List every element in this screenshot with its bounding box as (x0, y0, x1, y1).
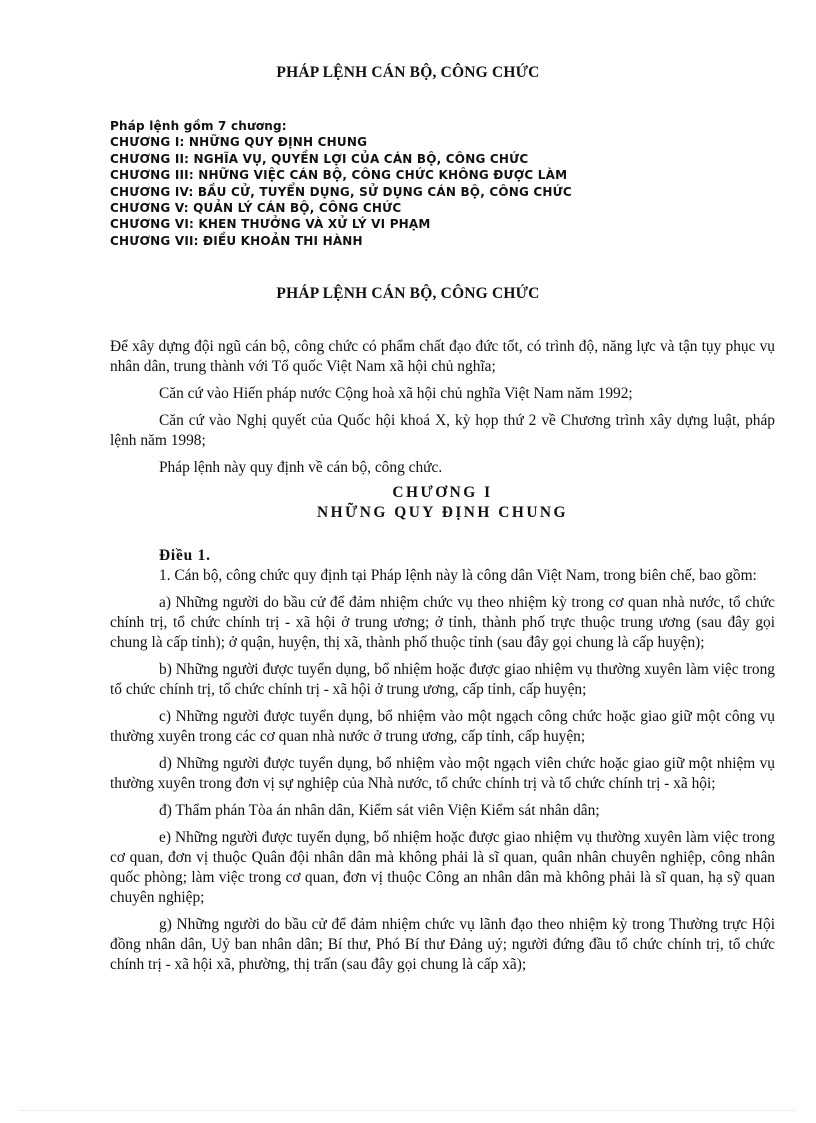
toc-chapter-4: CHƯƠNG IV: BẦU CỬ, TUYỂN DỤNG, SỬ DỤNG CÁN BỘ, CÔNG CHỨC (110, 184, 572, 199)
chapter-heading (110, 483, 775, 523)
document-title: PHÁP LỆNH CÁN BỘ, CÔNG CHỨC (276, 64, 540, 81)
page-bottom-divider (20, 1110, 796, 1111)
toc-chapter-1: CHƯƠNG I: NHỮNG QUY ĐỊNH CHUNG (110, 135, 368, 150)
preamble-paragraph: Để xây dựng đội ngũ cán bộ, công chức có phẩm chất đạo đức tốt, có trình độ, năng lực và tận tụy phục vụ nhân dân, trung thành với Tổ quốc Việt Nam xã hội chủ nghĩa; (110, 338, 775, 375)
toc-chapter-7: CHƯƠNG VII: ĐIỀU KHOẢN THI HÀNH (110, 233, 363, 248)
article-item: a) Những người do bầu cử để đảm nhiệm chức vụ theo nhiệm kỳ trong cơ quan nhà nước, tổ chức chính trị, tổ chức chính trị - xã hội ở trung ương; ở tỉnh, thành phố trực thuộc trung ương (sau đây gọi chung là cấp tỉnh); ở quận, huyện, thị xã, thành phố thuộc tỉnh (sau đây gọi chung là cấp huyện); (110, 594, 775, 651)
article-clause: 1. Cán bộ, công chức quy định tại Pháp lệnh này là công dân Việt Nam, trong biên chế, bao gồm: (159, 567, 757, 584)
article-item: b) Những người được tuyển dụng, bổ nhiệm hoặc được giao nhiệm vụ thường xuyên làm việc trong tổ chức chính trị, tổ chức chính trị - xã hội ở trung ương, cấp tỉnh, cấp huyện; (110, 661, 775, 698)
toc-chapter-2: CHƯƠNG II: NGHĨA VỤ, QUYỀN LỢI CỦA CÁN BỘ, CÔNG CHỨC (110, 151, 529, 166)
toc-chapter-6: CHƯƠNG VI: KHEN THƯỞNG VÀ XỬ LÝ VI PHẠM (110, 217, 431, 232)
document-body (110, 337, 775, 982)
article-heading: Điều 1. (159, 547, 211, 564)
chapter-label: CHƯƠNG I (392, 484, 493, 501)
article-item: g) Những người do bầu cử để đảm nhiệm chức vụ lãnh đạo theo nhiệm kỳ trong Thường trực Hội đồng nhân dân, Uỷ ban nhân dân; Bí thư, Phó Bí thư Đảng uỷ; người đứng đầu tổ chức chính trị, tổ chức chính trị - xã hội xã, phường, thị trấn (sau đây gọi chung là cấp xã); (110, 916, 775, 973)
toc-chapter-3: CHƯƠNG III: NHỮNG VIỆC CÁN BỘ, CÔNG CHỨC KHÔNG ĐƯỢC LÀM (110, 168, 568, 183)
preamble-paragraph: Căn cứ vào Hiến pháp nước Cộng hoà xã hội chủ nghĩa Việt Nam năm 1992; (159, 385, 633, 402)
preamble-paragraph: Căn cứ vào Nghị quyết của Quốc hội khoá X, kỳ họp thứ 2 về Chương trình xây dựng luật, pháp lệnh năm 1998; (110, 412, 775, 449)
table-of-contents (110, 118, 572, 249)
toc-intro: Pháp lệnh gồm 7 chương: (110, 119, 287, 133)
article-item: d) Những người được tuyển dụng, bổ nhiệm vào một ngạch viên chức hoặc giao giữ một nhiệm vụ thường xuyên trong đơn vị sự nghiệp của Nhà nước, tổ chức chính trị và tổ chức chính trị - xã hội; (110, 755, 775, 792)
article-item: c) Những người được tuyển dụng, bổ nhiệm vào một ngạch công chức hoặc giao giữ một công vụ thường xuyên trong các cơ quan nhà nước ở trung ương, cấp tỉnh, cấp huyện; (110, 708, 775, 745)
chapter-name: NHỮNG QUY ĐỊNH CHUNG (316, 504, 569, 521)
preamble-paragraph: Pháp lệnh này quy định về cán bộ, công chức. (159, 459, 443, 476)
document-title-repeat: PHÁP LỆNH CÁN BỘ, CÔNG CHỨC (276, 285, 540, 302)
toc-chapter-5: CHƯƠNG V: QUẢN LÝ CÁN BỘ, CÔNG CHỨC (110, 201, 402, 216)
article-item: đ) Thẩm phán Tòa án nhân dân, Kiểm sát viên Viện Kiểm sát nhân dân; (159, 802, 600, 819)
article-item: e) Những người được tuyển dụng, bổ nhiệm hoặc được giao nhiệm vụ thường xuyên làm việc trong cơ quan, đơn vị thuộc Quân đội nhân dân mà không phải là sĩ quan, quân nhân chuyên nghiệp, công nhân quốc phòng; làm việc trong cơ quan, đơn vị thuộc Công an nhân dân mà không phải là sĩ quan, hạ sỹ quan chuyên nghiệp; (110, 829, 775, 906)
